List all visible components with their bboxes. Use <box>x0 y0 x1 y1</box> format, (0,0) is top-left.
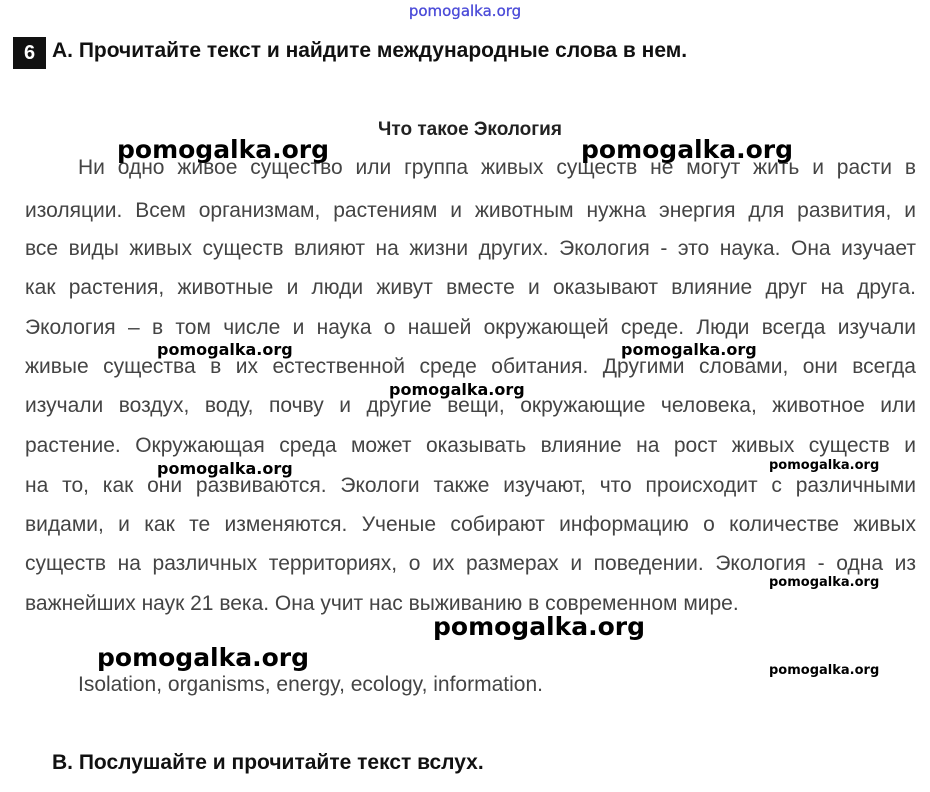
paragraph-line: изоляции. Всем организмам, растениям и животным нужна энергия для развития, и <box>25 199 916 222</box>
watermark: pomogalka.org <box>157 459 293 478</box>
watermark: pomogalka.org <box>389 380 525 399</box>
paragraph-line: живые существа в их естественной среде обитания. Другими словами, они всегда <box>25 355 916 378</box>
task-b-heading: B. Послушайте и прочитайте текст вслух. <box>52 751 484 774</box>
text-title: Что такое Экология <box>378 119 562 140</box>
site-header-link[interactable]: pomogalka.org <box>408 2 522 20</box>
paragraph-line: все виды живых существ влияют на жизни других. Экология - это наука. Она изучает <box>25 237 916 260</box>
paragraph-line: изучали воздух, воду, почву и другие вещи, окружающие человека, животное или <box>25 394 916 417</box>
paragraph-line: Экология – в том числе и наука о нашей окружающей среде. Люди всегда изучали <box>25 316 916 339</box>
watermark: pomogalka.org <box>433 612 646 641</box>
watermark: pomogalka.org <box>769 575 880 590</box>
watermark: pomogalka.org <box>769 458 880 473</box>
paragraph-line: на то, как они развиваются. Экологи также изучают, что происходит с различными <box>25 474 916 497</box>
watermark: pomogalka.org <box>97 643 310 672</box>
watermark: pomogalka.org <box>581 135 794 164</box>
watermark: pomogalka.org <box>117 135 330 164</box>
answer-international-words: Isolation, organisms, energy, ecology, information. <box>78 673 543 696</box>
watermark: pomogalka.org <box>157 340 293 359</box>
paragraph-line: растение. Окружающая среда может оказывать влияние на рост живых существ и <box>25 434 916 457</box>
exercise-number-badge: 6 <box>13 37 46 69</box>
paragraph-line: как растения, животные и люди живут вместе и оказывают влияние друг на друга. <box>25 276 916 299</box>
watermark: pomogalka.org <box>621 340 757 359</box>
paragraph-line: видами, и как те изменяются. Ученые собирают информацию о количестве живых <box>25 513 916 536</box>
watermark: pomogalka.org <box>769 663 880 678</box>
paragraph-line: Ни одно живое существо или группа живых существ не могут жить и расти в <box>78 156 916 179</box>
paragraph-line: важнейших наук 21 века. Она учит нас выживанию в современном мире. <box>25 592 739 615</box>
paragraph-line: существ на различных территориях, о их размерах и поведении. Экология - одна из <box>25 552 916 575</box>
task-a-heading: A. Прочитайте текст и найдите международные слова в нем. <box>52 39 688 62</box>
